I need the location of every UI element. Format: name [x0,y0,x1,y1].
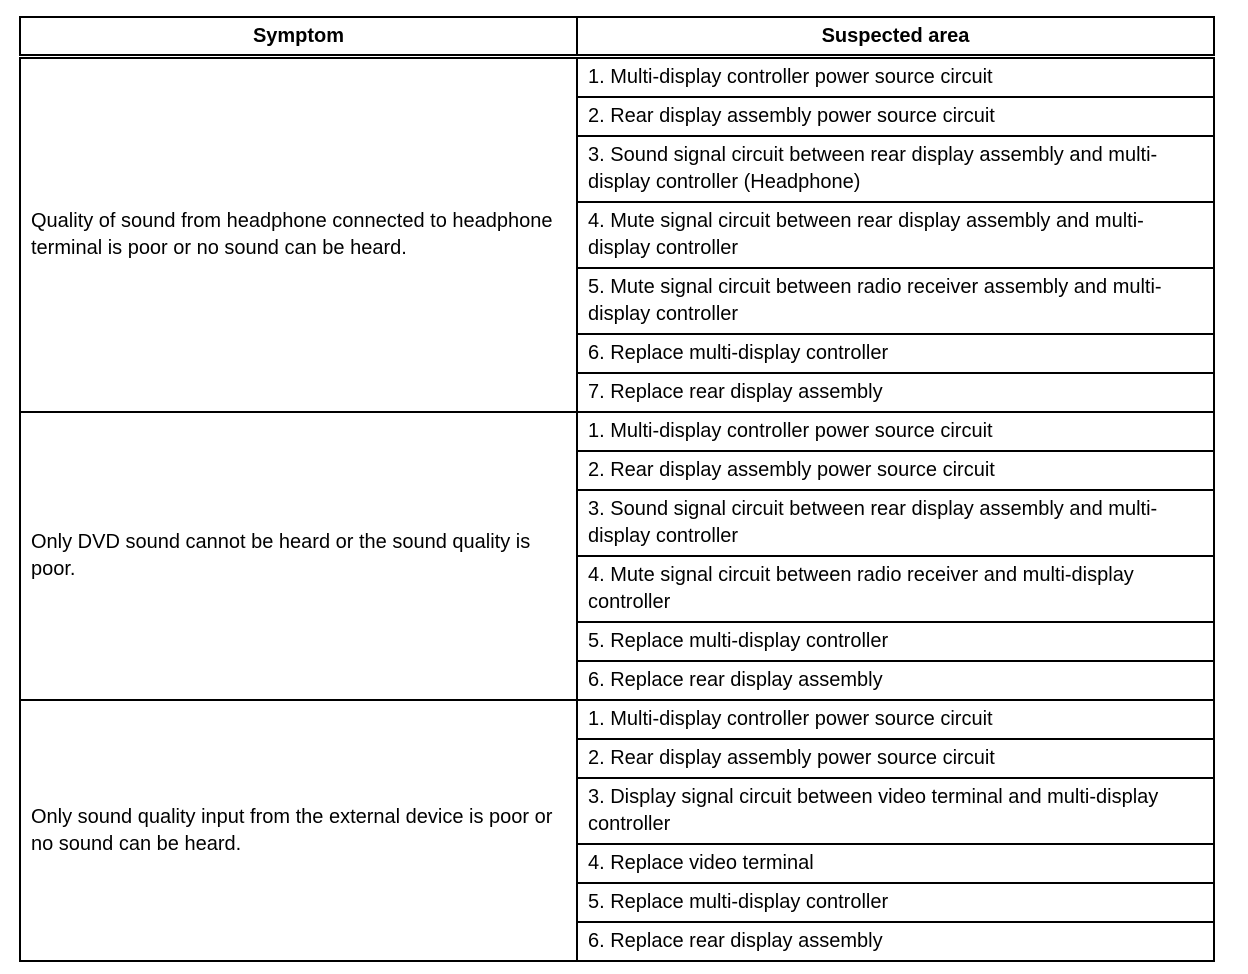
suspected-area-cell: 3. Display signal circuit between video terminal and multi-display controller [577,778,1214,844]
suspected-area-cell: 6. Replace multi-display controller [577,334,1214,373]
suspected-area-cell: 3. Sound signal circuit between rear display assembly and multi-display controller (Headphone) [577,136,1214,202]
suspected-area-cell: 6. Replace rear display assembly [577,922,1214,961]
suspected-area-cell: 1. Multi-display controller power source circuit [577,57,1214,98]
symptom-table [19,16,1215,962]
suspected-area-cell: 4. Replace video terminal [577,844,1214,883]
suspected-area-cell: 6. Replace rear display assembly [577,661,1214,700]
suspected-area-cell: 2. Rear display assembly power source circuit [577,451,1214,490]
suspected-area-cell: 1. Multi-display controller power source circuit [577,700,1214,739]
header-row [20,17,1214,57]
suspected-area-cell: 1. Multi-display controller power source circuit [577,412,1214,451]
header-suspected-area: Suspected area [577,17,1214,57]
header-symptom: Symptom [20,17,577,57]
suspected-area-cell: 4. Mute signal circuit between radio receiver and multi-display controller [577,556,1214,622]
suspected-area-cell: 7. Replace rear display assembly [577,373,1214,412]
suspected-area-cell: 2. Rear display assembly power source circuit [577,97,1214,136]
symptom-cell: Only sound quality input from the external device is poor or no sound can be heard. [20,700,577,961]
symptom-cell: Only DVD sound cannot be heard or the sound quality is poor. [20,412,577,700]
symptom-cell: Quality of sound from headphone connected to headphone terminal is poor or no sound can be heard. [20,57,577,413]
suspected-area-cell: 5. Replace multi-display controller [577,622,1214,661]
table-row [20,412,1214,451]
suspected-area-cell: 4. Mute signal circuit between rear display assembly and multi-display controller [577,202,1214,268]
suspected-area-cell: 5. Replace multi-display controller [577,883,1214,922]
suspected-area-cell: 5. Mute signal circuit between radio receiver assembly and multi-display controller [577,268,1214,334]
table-row [20,700,1214,739]
table-row [20,57,1214,98]
suspected-area-cell: 3. Sound signal circuit between rear display assembly and multi-display controller [577,490,1214,556]
suspected-area-cell: 2. Rear display assembly power source circuit [577,739,1214,778]
